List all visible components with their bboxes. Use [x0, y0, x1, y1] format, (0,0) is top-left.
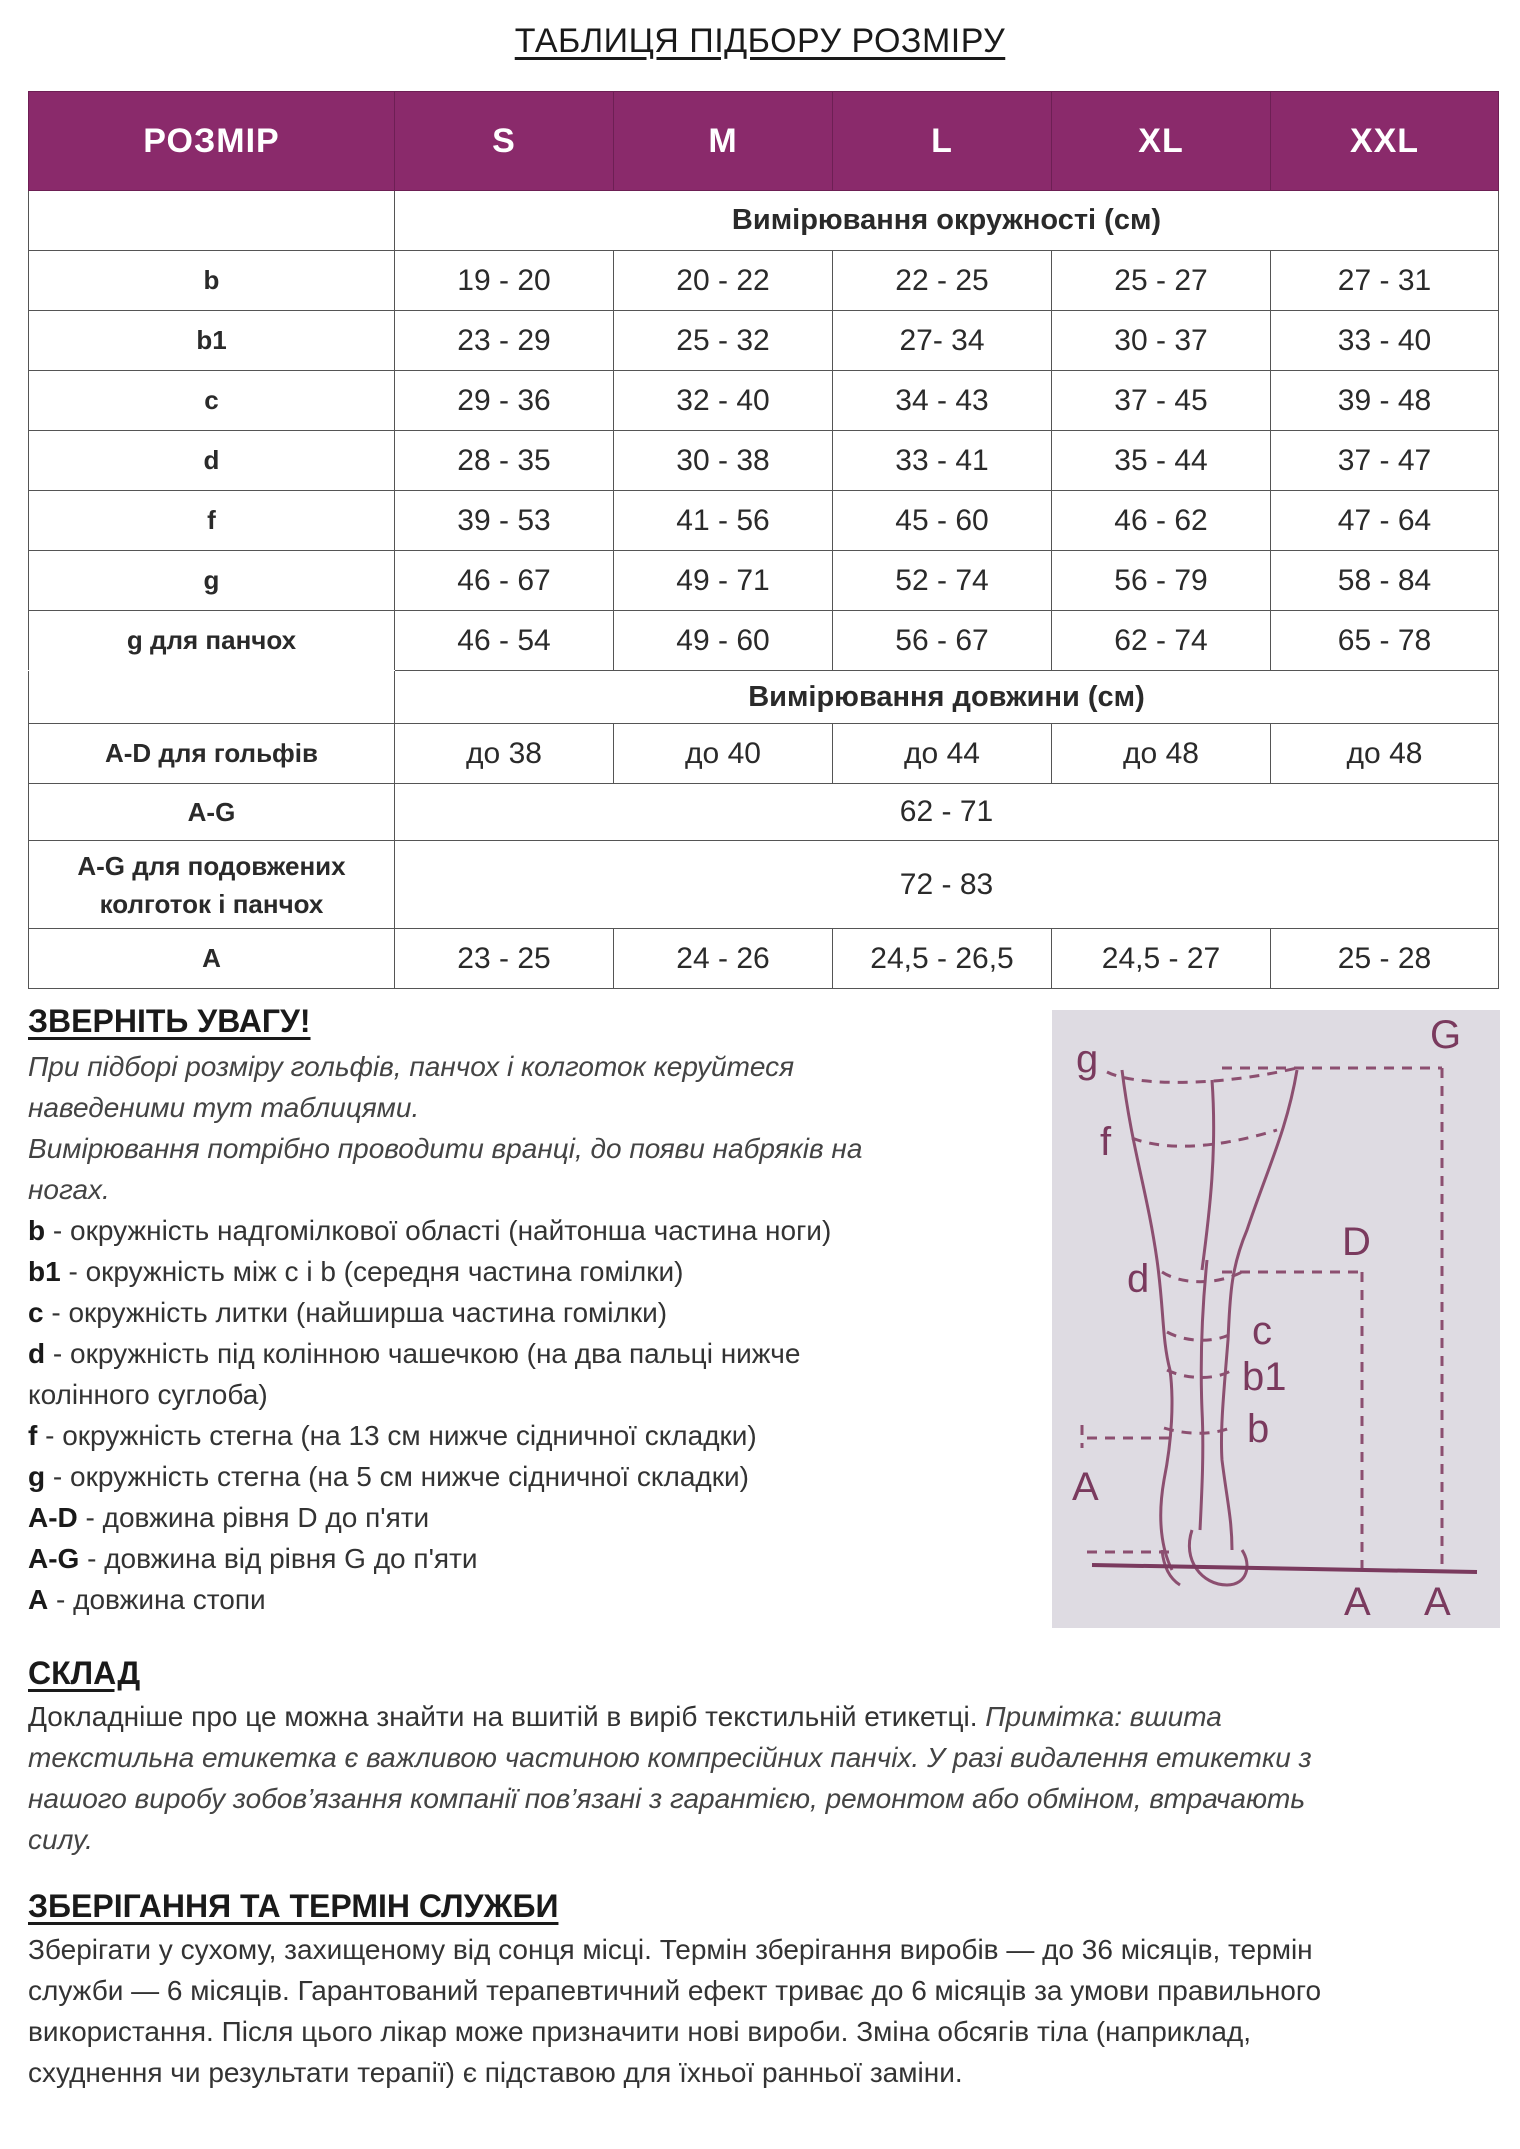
page-title: ТАБЛИЦЯ ПІДБОРУ РОЗМІРУ: [514, 22, 1006, 60]
blank-cell: [29, 191, 395, 251]
table-cell: 65 - 78: [1271, 611, 1499, 671]
item-text: - довжина від рівня G до п'яти: [79, 1543, 478, 1574]
diagram-label-c: c: [1252, 1309, 1272, 1353]
table-cell: 25 - 28: [1271, 929, 1499, 989]
diagram-label-b1: b1: [1242, 1355, 1287, 1399]
composition-line: [28, 1696, 1508, 1737]
row-label: d: [29, 431, 395, 491]
item-text: - окружність стегна (на 13 см нижче сідничної складки): [37, 1420, 757, 1451]
storage-section: [28, 1888, 1508, 2093]
list-item: [28, 1497, 1038, 1538]
table-cell: 33 - 41: [833, 431, 1052, 491]
morning-line: Вимірювання потрібно проводити вранці, до появи набряків на: [28, 1133, 863, 1164]
table-row: [29, 491, 1499, 551]
leg-inner-line: [1202, 1080, 1214, 1270]
table-cell: 34 - 43: [833, 371, 1052, 431]
table-cell: 27- 34: [833, 311, 1052, 371]
table-cell: 62 - 74: [1052, 611, 1271, 671]
floor-line: [1092, 1565, 1477, 1572]
table-cell: 24,5 - 26,5: [833, 929, 1052, 989]
foot-outline: [1189, 1530, 1247, 1585]
table-cell: 27 - 31: [1271, 251, 1499, 311]
table-cell: 72 - 83: [395, 841, 1499, 929]
table-cell: 45 - 60: [833, 491, 1052, 551]
header-xxl: XXL: [1271, 92, 1499, 191]
leg-diagram-svg: [1052, 1010, 1500, 1628]
table-header-row: [29, 92, 1499, 191]
diagram-label-a-right: A: [1424, 1580, 1451, 1624]
diagram-label-a-left: A: [1072, 1465, 1099, 1509]
storage-line: схуднення чи результати терапії) є підставою для їхньої ранньої заміни.: [28, 2057, 963, 2088]
item-key: b: [28, 1215, 46, 1246]
table-cell: до 48: [1052, 724, 1271, 784]
attention-section: [28, 1003, 1038, 1620]
header-xl: XL: [1052, 92, 1271, 191]
row-label: f: [29, 491, 395, 551]
g-line: [1107, 1068, 1297, 1082]
table-row: [29, 724, 1499, 784]
header-l: L: [833, 92, 1052, 191]
diagram-label-d-upper: D: [1342, 1220, 1371, 1264]
attention-heading: ЗВЕРНІТЬ УВАГУ!: [28, 1003, 311, 1039]
table-row: [29, 784, 1499, 841]
list-item: [28, 1456, 1038, 1497]
b-line: [1164, 1428, 1230, 1433]
table-cell: до 44: [833, 724, 1052, 784]
table-cell: 24,5 - 27: [1052, 929, 1271, 989]
table-cell: 25 - 27: [1052, 251, 1271, 311]
section-circumference: Вимірювання окружності (см): [395, 191, 1499, 251]
table-cell: 39 - 48: [1271, 371, 1499, 431]
diagram-label-d: d: [1127, 1257, 1150, 1301]
diagram-label-a-mid: A: [1344, 1580, 1371, 1624]
table-cell: 46 - 67: [395, 551, 614, 611]
composition-line: нашого виробу зобов’язання компанії пов’язані з гарантією, ремонтом або обміном, втрачають: [28, 1783, 1306, 1814]
table-cell: 41 - 56: [614, 491, 833, 551]
list-item: [28, 1292, 1038, 1333]
table-cell: 58 - 84: [1271, 551, 1499, 611]
table-row: [29, 371, 1499, 431]
row-label-line: A-G для подовжених: [77, 850, 346, 881]
header-m: M: [614, 92, 833, 191]
table-cell: 62 - 71: [395, 784, 1499, 841]
table-cell: 46 - 62: [1052, 491, 1271, 551]
composition-line: силу.: [28, 1824, 93, 1855]
table-cell: 56 - 79: [1052, 551, 1271, 611]
table-cell: до 40: [614, 724, 833, 784]
item-key: A-D: [28, 1502, 78, 1533]
diagram-label-f: f: [1100, 1120, 1112, 1164]
table-cell: 30 - 38: [614, 431, 833, 491]
list-item: [28, 1579, 1038, 1620]
leg-outline-left: [1122, 1070, 1172, 1570]
item-text: колінного суглоба): [28, 1379, 268, 1410]
item-text: - довжина стопи: [48, 1584, 266, 1615]
item-text: - окружність між c і b (середня частина гомілки): [60, 1256, 684, 1287]
item-text: - довжина рівня D до п'яти: [77, 1502, 430, 1533]
table-cell: 23 - 25: [395, 929, 614, 989]
table-row: [29, 611, 1499, 671]
section-length: Вимірювання довжини (см): [395, 671, 1499, 724]
table-cell: 28 - 35: [395, 431, 614, 491]
item-key: A: [28, 1584, 49, 1615]
table-cell: 49 - 60: [614, 611, 833, 671]
composition-text: Докладніше про це можна знайти на вшитій в виріб текстильній етикетці.: [28, 1701, 986, 1732]
intro-line: наведеними тут таблицями.: [28, 1092, 420, 1123]
table-row: [29, 929, 1499, 989]
composition-heading: СКЛАД: [28, 1655, 141, 1691]
table-row: [29, 311, 1499, 371]
storage-line: Зберігати у сухому, захищеному від сонця місці. Термін зберігання виробів — до 36 місяців, термін: [28, 1934, 1313, 1965]
table-cell: 37 - 45: [1052, 371, 1271, 431]
table-cell: до 38: [395, 724, 614, 784]
leg-inner-line-lower: [1200, 1260, 1207, 1530]
row-label-line: колготок і панчох: [99, 888, 324, 919]
table-cell: 47 - 64: [1271, 491, 1499, 551]
item-key: g: [28, 1461, 46, 1492]
row-label: g: [29, 551, 395, 611]
f-line: [1132, 1130, 1277, 1146]
table-row: [29, 431, 1499, 491]
row-label: b: [29, 251, 395, 311]
list-item: [28, 1415, 1038, 1456]
header-s: S: [395, 92, 614, 191]
table-cell: 46 - 54: [395, 611, 614, 671]
item-key: b1: [28, 1256, 61, 1287]
list-item: [28, 1210, 1038, 1251]
item-key: c: [28, 1297, 44, 1328]
storage-line: служби — 6 місяців. Гарантований терапевтичний ефект триває до 6 місяців за умови правильного: [28, 1975, 1322, 2006]
row-label: A: [29, 929, 395, 989]
composition-line: текстильна етикетка є важливою частиною компресійних панчіх. У разі видалення етикетки з: [28, 1742, 1312, 1773]
blank-cell: [29, 671, 395, 724]
section-row: [29, 671, 1499, 724]
table-row: [29, 551, 1499, 611]
table-cell: 56 - 67: [833, 611, 1052, 671]
composition-note: Примітка: вшита: [985, 1701, 1222, 1732]
item-text: - окружність надгомілкової області (найтонша частина ноги): [45, 1215, 832, 1246]
storage-heading: ЗБЕРІГАННЯ ТА ТЕРМІН СЛУЖБИ: [28, 1888, 559, 1924]
item-text: - окружність стегна (на 5 см нижче сідничної складки): [45, 1461, 749, 1492]
table-cell: 24 - 26: [614, 929, 833, 989]
list-item: [28, 1333, 1038, 1374]
row-label: A-G: [29, 784, 395, 841]
composition-section: [28, 1655, 1508, 1860]
size-table: [28, 91, 1499, 989]
table-cell: 25 - 32: [614, 311, 833, 371]
diagram-label-g: g: [1076, 1037, 1099, 1081]
table-cell: 39 - 53: [395, 491, 614, 551]
list-item: [28, 1374, 1038, 1415]
item-text: - окружність литки (найширша частина гомілки): [43, 1297, 668, 1328]
table-cell: 29 - 36: [395, 371, 614, 431]
table-cell: 33 - 40: [1271, 311, 1499, 371]
table-row: [29, 841, 1499, 929]
diagram-label-g-upper: G: [1430, 1013, 1462, 1057]
item-key: f: [28, 1420, 38, 1451]
list-item: [28, 1251, 1038, 1292]
row-label: A-D для гольфів: [29, 724, 395, 784]
intro-line: При підборі розміру гольфів, панчох і колготок керуйтеся: [28, 1051, 795, 1082]
item-key: d: [28, 1338, 46, 1369]
item-text: - окружність під колінною чашечкою (на два пальці нижче: [45, 1338, 801, 1369]
row-label: b1: [29, 311, 395, 371]
row-label: c: [29, 371, 395, 431]
table-cell: 37 - 47: [1271, 431, 1499, 491]
storage-line: використання. Після цього лікар може призначити нові вироби. Зміна обсягів тіла (наприклад,: [28, 2016, 1252, 2047]
table-cell: 30 - 37: [1052, 311, 1271, 371]
leg-measurement-diagram: [1052, 1010, 1500, 1628]
b1-line: [1167, 1370, 1232, 1378]
row-label: [29, 841, 395, 929]
table-row: [29, 251, 1499, 311]
table-cell: 32 - 40: [614, 371, 833, 431]
table-cell: 20 - 22: [614, 251, 833, 311]
table-cell: 23 - 29: [395, 311, 614, 371]
list-item: [28, 1538, 1038, 1579]
table-cell: 35 - 44: [1052, 431, 1271, 491]
table-cell: 22 - 25: [833, 251, 1052, 311]
header-size: РОЗМІР: [29, 92, 395, 191]
table-cell: до 48: [1271, 724, 1499, 784]
table-cell: 49 - 71: [614, 551, 833, 611]
morning-line: ногах.: [28, 1174, 110, 1205]
row-label: g для панчох: [29, 611, 395, 671]
table-cell: 19 - 20: [395, 251, 614, 311]
item-key: A-G: [28, 1543, 80, 1574]
diagram-label-b: b: [1247, 1407, 1270, 1451]
section-row: [29, 191, 1499, 251]
table-cell: 52 - 74: [833, 551, 1052, 611]
